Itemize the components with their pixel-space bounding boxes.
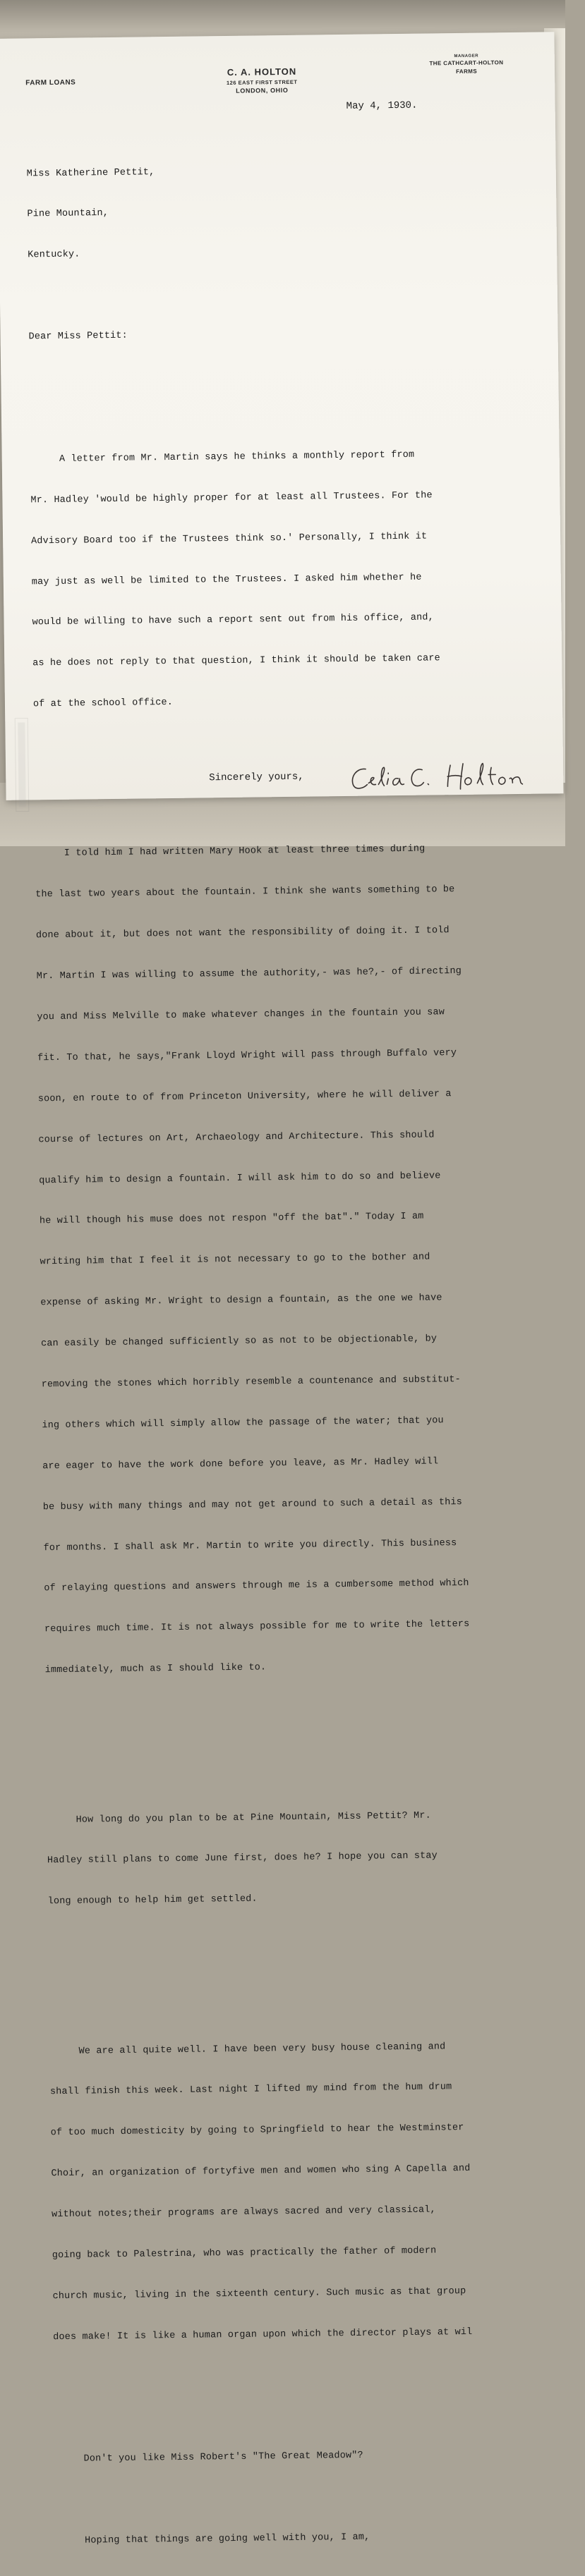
body-line: soon, en route to of from Princeton University, where he will deliver a [37,1088,452,1105]
body-line: Choir, an organization of fortyfive men and women who sing A Capella and [51,2163,471,2180]
body-line: immediately, much as I should like to. [44,1662,267,1676]
body-line: qualify him to design a fountain. I will ask him to do so and believe [39,1170,441,1186]
body-line: Mr. Hadley 'would be highly proper for at least all Trustees. For the [30,490,433,506]
letterhead-center [209,66,315,94]
body-line: church music, living in the sixteenth century. Such music as that group [52,2285,466,2302]
salutation: Dear Miss Pettit: [28,330,128,343]
body-line: course of lectures on Art, Archaeology and Architecture. This should [38,1130,435,1145]
body-line: fit. To that, he says,"Frank Lloyd Wright will pass through Buffalo very [37,1047,457,1064]
body-line: of too much domesticity by going to Springfield to hear the Westminster [50,2123,464,2139]
body-line: writing him that I feel it is not necessary to go to the bother and [40,1252,430,1268]
body-line: requires much time. It is not always possible for me to write the letters [44,1619,470,1635]
paragraph-1 [30,420,548,739]
body-line: can easily be changed sufficiently so as not to be objectionable, by [40,1333,438,1350]
paragraph-6: Hoping that things are going well with you, I am, [55,2532,370,2547]
letterhead-farms-line1: THE CATHCART-HOLTON [429,59,504,67]
body-line: A letter from Mr. Martin says he thinks a monthly report from [30,449,415,465]
body-line: done about it, but does not want the responsibility of doing it. I told [35,925,450,941]
body-line: Hadley still plans to come June first, does he? I hope you can stay [47,1850,438,1867]
body-line: ing others which will simply allow the passage of the water; that you [42,1415,444,1432]
paragraph-5: Don't you like Miss Robert's "The Great Meadow"? [54,2450,363,2465]
letterhead-right [414,54,519,76]
body-line: may just as well be limited to the Trustees. I asked him whether he [31,572,422,587]
body-line: removing the stones which horribly resemble a countenance and substitut- [41,1374,461,1391]
letterhead-role: MANAGER [454,54,479,59]
body-line: Mr. Martin I was willing to assume the authority,- was he?,- of directing [36,966,462,982]
letter-date: May 4, 1930. [346,99,418,112]
body-line: the last two years about the fountain. I think she wants something to be [35,884,455,901]
body-line: of relaying questions and answers through me is a cumbersome method which [44,1578,469,1594]
letter-text [26,134,571,2576]
recipient-line: Miss Katherine Pettit, [26,166,155,180]
letterhead-name: C. A. HOLTON [227,66,297,78]
letterhead-street: 126 EAST FIRST STREET [226,78,298,86]
recipient-line: Pine Mountain, [27,208,109,220]
body-line: We are all quite well. I have been very busy house cleaning and [49,2041,446,2057]
body-line: long enough to help him get settled. [47,1893,258,1907]
body-line: he will though his muse does not respon "off the bat"." Today I am [39,1211,424,1227]
body-line: would be willing to have such a report sent out from his office, and, [32,612,434,628]
letterhead-farms-line2: FARMS [455,68,478,75]
letter-page [0,32,564,2547]
paragraph-3 [47,1780,564,1936]
watermark [11,715,33,814]
paragraph-2 [35,814,560,1704]
body-line: I told him I had written Mary Hook at least three times during [35,844,426,860]
body-line: be busy with many things and may not get around to such a detail as this [42,1496,463,1513]
body-line: for months. I shall ask Mr. Martin to write you directly. This business [43,1537,457,1553]
paragraph-4 [49,2011,569,2371]
body-line: How long do you plan to be at Pine Mountain, Miss Pettit? Mr. [47,1810,431,1826]
body-line: expense of asking Mr. Wright to design a fountain, as the one we have [40,1293,442,1309]
signature [344,757,557,795]
letterhead-farm-loans: FARM LOANS [25,78,76,87]
closing: Sincerely yours, [209,771,304,784]
body-line: are eager to have the work done before you leave, as Mr. Hadley will [42,1456,439,1472]
body-line: without notes;their programs are always sacred and very classical, [52,2204,436,2221]
body-line: as he does not reply to that question, I think it should be taken care [32,653,440,669]
body-line: does make! It is like a human organ upon which the director plays at wil [53,2326,473,2343]
recipient-line: Kentucky. [28,249,80,261]
body-line: shall finish this week. Last night I lifted my mind from the hum drum [49,2082,452,2098]
body-line: of at the school office. [32,697,174,710]
body-line: going back to Palestrina, who was practically the father of modern [52,2245,437,2261]
letterhead-city: LONDON, OHIO [236,86,289,94]
body-line: Advisory Board too if the Trustees think so.' Personally, I think it [31,531,428,547]
body-line: you and Miss Melville to make whatever changes in the fountain you saw [37,1007,445,1023]
